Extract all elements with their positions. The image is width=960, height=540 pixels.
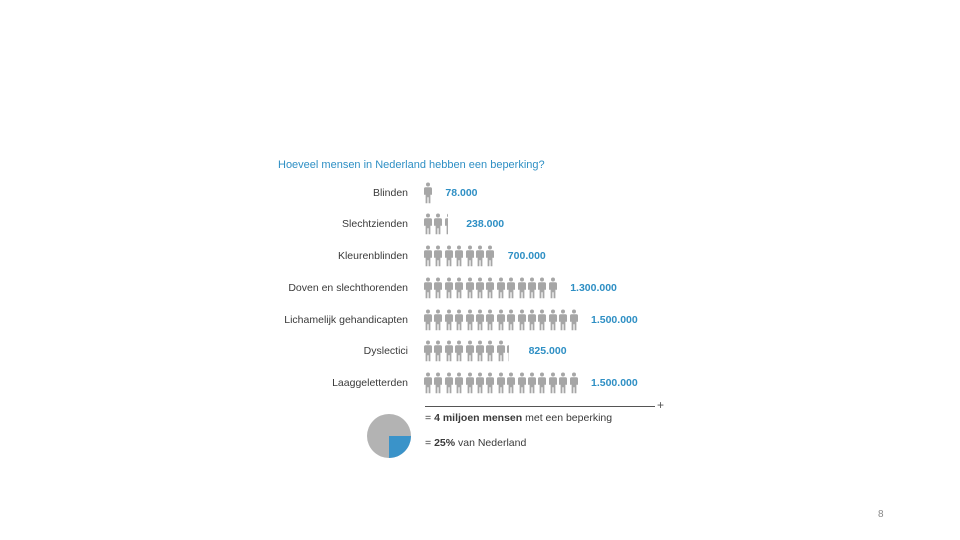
person-icon bbox=[454, 308, 464, 332]
percentage-rest: van Nederland bbox=[455, 437, 527, 449]
row-value: 1.500.000 bbox=[591, 314, 638, 326]
person-icon bbox=[423, 371, 433, 395]
person-icon bbox=[517, 371, 527, 395]
person-icon bbox=[433, 244, 443, 268]
person-icon bbox=[433, 339, 443, 363]
plus-sign: + bbox=[657, 398, 665, 412]
person-icon bbox=[475, 371, 485, 395]
person-icon bbox=[454, 371, 464, 395]
person-icon bbox=[444, 244, 454, 268]
total-prefix: = bbox=[425, 412, 435, 424]
total-rest: met een beperking bbox=[522, 412, 613, 424]
row-value: 700.000 bbox=[507, 250, 546, 262]
total-bold: 4 miljoen mensen bbox=[434, 412, 523, 424]
infographic-title: Hoeveel mensen in Nederland hebben een beperking? bbox=[278, 159, 545, 171]
row-value: 825.000 bbox=[528, 345, 567, 357]
person-icon bbox=[475, 308, 485, 332]
person-icon bbox=[506, 371, 516, 395]
person-icon bbox=[517, 276, 527, 300]
disability-row bbox=[260, 212, 720, 238]
person-icon bbox=[485, 244, 495, 268]
person-icon bbox=[506, 308, 516, 332]
person-icon bbox=[433, 212, 443, 236]
person-icon bbox=[569, 371, 579, 395]
person-icon bbox=[423, 339, 433, 363]
person-icon bbox=[569, 308, 579, 332]
disability-row bbox=[260, 339, 720, 365]
person-icon bbox=[433, 276, 443, 300]
person-icon bbox=[465, 371, 475, 395]
person-icon bbox=[558, 308, 568, 332]
person-icon bbox=[517, 308, 527, 332]
person-icon bbox=[527, 371, 537, 395]
row-label: Slechtzienden bbox=[342, 218, 408, 230]
person-icon bbox=[496, 371, 506, 395]
person-icon bbox=[465, 244, 475, 268]
row-label: Doven en slechthorenden bbox=[288, 282, 408, 294]
person-icon bbox=[454, 276, 464, 300]
person-icon bbox=[527, 308, 537, 332]
row-value: 1.500.000 bbox=[591, 377, 638, 389]
disability-row bbox=[260, 181, 720, 207]
row-label: Blinden bbox=[372, 187, 408, 199]
person-icon bbox=[475, 339, 485, 363]
person-icon bbox=[465, 276, 475, 300]
person-icon bbox=[423, 308, 433, 332]
person-icon bbox=[423, 212, 433, 236]
disability-row bbox=[260, 308, 720, 334]
percentage-bold: 25% bbox=[434, 437, 456, 449]
person-icon bbox=[423, 276, 433, 300]
person-icon bbox=[548, 371, 558, 395]
person-icon bbox=[506, 276, 516, 300]
person-icon bbox=[485, 371, 495, 395]
person-icon bbox=[548, 308, 558, 332]
person-icon bbox=[444, 308, 454, 332]
person-icon bbox=[433, 308, 443, 332]
person-icon bbox=[558, 371, 568, 395]
person-icon bbox=[537, 371, 547, 395]
person-icon bbox=[496, 339, 506, 363]
person-icon bbox=[444, 371, 454, 395]
person-icon bbox=[506, 339, 509, 363]
person-icon bbox=[537, 308, 547, 332]
disability-row bbox=[260, 276, 720, 302]
person-icon bbox=[444, 276, 454, 300]
person-icon bbox=[454, 244, 464, 268]
person-icon bbox=[537, 276, 547, 300]
person-icon bbox=[444, 212, 448, 236]
person-icon bbox=[475, 244, 485, 268]
person-icon bbox=[485, 339, 495, 363]
person-icon bbox=[433, 371, 443, 395]
percentage-pie-chart bbox=[366, 413, 412, 459]
row-label: Laaggeletterden bbox=[332, 377, 408, 389]
row-label: Lichamelijk gehandicapten bbox=[284, 314, 408, 326]
person-icon bbox=[485, 276, 495, 300]
person-icon bbox=[423, 181, 433, 205]
person-icon bbox=[485, 308, 495, 332]
person-icon bbox=[444, 339, 454, 363]
total-text bbox=[425, 412, 612, 424]
person-icon bbox=[475, 276, 485, 300]
person-icon bbox=[423, 244, 433, 268]
sum-line bbox=[425, 406, 655, 407]
person-icon bbox=[527, 276, 537, 300]
percentage-text bbox=[425, 437, 526, 449]
person-icon bbox=[465, 339, 475, 363]
person-icon bbox=[496, 276, 506, 300]
row-value: 238.000 bbox=[466, 218, 505, 230]
person-icon bbox=[454, 339, 464, 363]
row-label: Kleurenblinden bbox=[337, 250, 408, 262]
row-label: Dyslectici bbox=[363, 345, 408, 357]
percentage-prefix: = bbox=[425, 437, 435, 449]
disability-row bbox=[260, 371, 720, 397]
pie-slice bbox=[389, 436, 411, 458]
person-icon bbox=[548, 276, 558, 300]
page-number: 8 bbox=[878, 509, 884, 520]
person-icon bbox=[465, 308, 475, 332]
row-value: 1.300.000 bbox=[570, 282, 617, 294]
row-value: 78.000 bbox=[445, 187, 478, 199]
person-icon bbox=[496, 308, 506, 332]
disability-row bbox=[260, 244, 720, 270]
